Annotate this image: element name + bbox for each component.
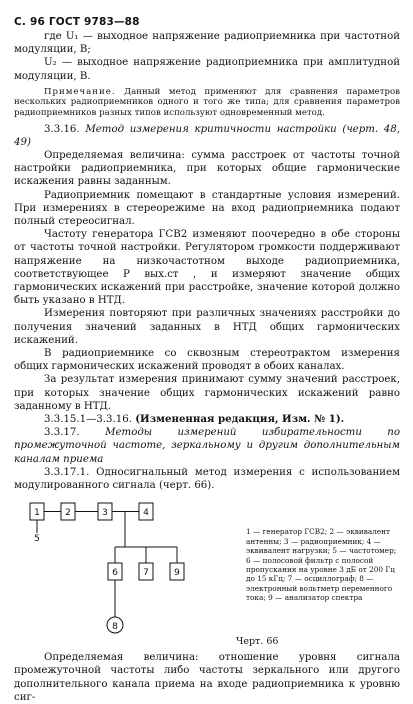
edition-note	[14, 413, 400, 426]
page-header: С. 96 ГОСТ 9783—88	[14, 16, 140, 28]
paragraph-repeat: Измерения повторяют при различных значениях расстройки до получения значений заданных в НТД общих гармонических искажений.	[14, 308, 400, 346]
figure-66	[14, 495, 400, 651]
section-3-3-16	[14, 123, 400, 149]
section-text: Односигнальный метод измерения с использованием модулированного сигнала (черт. 66).	[14, 466, 400, 492]
edition-range: 3.3.15.1—3.3.16.	[44, 414, 132, 426]
figure-caption: Черт. 66	[236, 636, 279, 648]
section-number: 3.3.16.	[44, 123, 80, 135]
section-3-3-17	[14, 426, 400, 466]
box-6-label: 6	[112, 568, 118, 579]
box-7-label: 7	[143, 568, 149, 579]
box-3-label: 3	[102, 508, 108, 519]
note-text: Данный метод применяют для сравнения параметров нескольких радиоприемников одного и того же типа; для сравнения параметров радиоприемников разных типов используют одновременный метод.	[14, 86, 401, 118]
box-4-label: 4	[143, 508, 149, 519]
page-body	[14, 30, 400, 704]
box-5-label: 5	[34, 534, 40, 545]
paragraph-quantity: Определяемая величина: сумма расстроек от частоты точной настройки радиоприемника, при которых общие гармонические искажения равны заданным.	[14, 150, 400, 188]
figure-legend: 1 — генератор ГСВ2; 2 — эквивалент антенны; 3 — радиоприемник; 4 — эквивалент нагрузки; 5 — частотомер; 6 — полосовой фильтр с полосой пропускания на уровне 3 дБ от 200 Гц до 15 кГц; 7 — осциллограф; 8 — электронный вольтметр переменного тока; 9 — анализатор спектра	[246, 527, 397, 603]
u2-line: U₂ — выходное напряжение радиоприемника при амплитудной модуляции, В.	[14, 57, 400, 82]
paragraph-final: Определяемая величина: отношение уровня сигнала промежуточной частоты либо частоты зеркального или другого дополнительного канала приема на входе радиоприемника к уровню сиг-	[14, 652, 400, 703]
box-2-label: 2	[65, 508, 71, 519]
paragraph-place: Радиоприемник помещают в стандартные условия измерений. При измерениях в стереорежиме на вход радиоприемника подают полный стереосигнал.	[14, 189, 400, 228]
section-number: 3.3.17.	[44, 427, 80, 439]
section-3-3-17-1	[14, 466, 400, 492]
section-title: Методы измерений избирательности по промежуточной частоте, зеркальному и другим дополнительным каналам приема	[14, 427, 400, 465]
section-number: 3.3.17.1.	[44, 466, 90, 478]
edition-text: (Измененная редакция, Изм. № 1).	[135, 413, 345, 426]
where-line: где U₁ — выходное напряжение радиоприемника при частотной модуляции, В;	[14, 31, 400, 56]
paragraph-result: За результат измерения принимают сумму значений расстроек, при которых значение общих гармонических искажений равно заданному в НТД.	[14, 374, 400, 412]
paragraph-stereo: В радиоприемнике со сквозным стереотрактом измерения общих гармонических искажений проводят в обоих каналах.	[14, 348, 400, 373]
box-9-label: 9	[174, 568, 180, 579]
box-8-label: 8	[112, 622, 118, 633]
section-title: Метод измерения критичности настройки (черт. 48, 49)	[14, 123, 400, 148]
note-label: Примечание.	[44, 86, 116, 97]
paragraph-frequency: Частоту генератора ГСВ2 изменяют поочередно в обе стороны от частоты точной настройки. Регулятором громкости поддерживают напряжение на низкочастотном выходе радиоприемника, соответствующее P вых.ст , и измеряют значение общих гармонических искажений при расстройке, значение которой должно быть указано в НТД.	[14, 229, 400, 307]
box-1-label: 1	[34, 508, 40, 519]
note	[14, 87, 400, 119]
